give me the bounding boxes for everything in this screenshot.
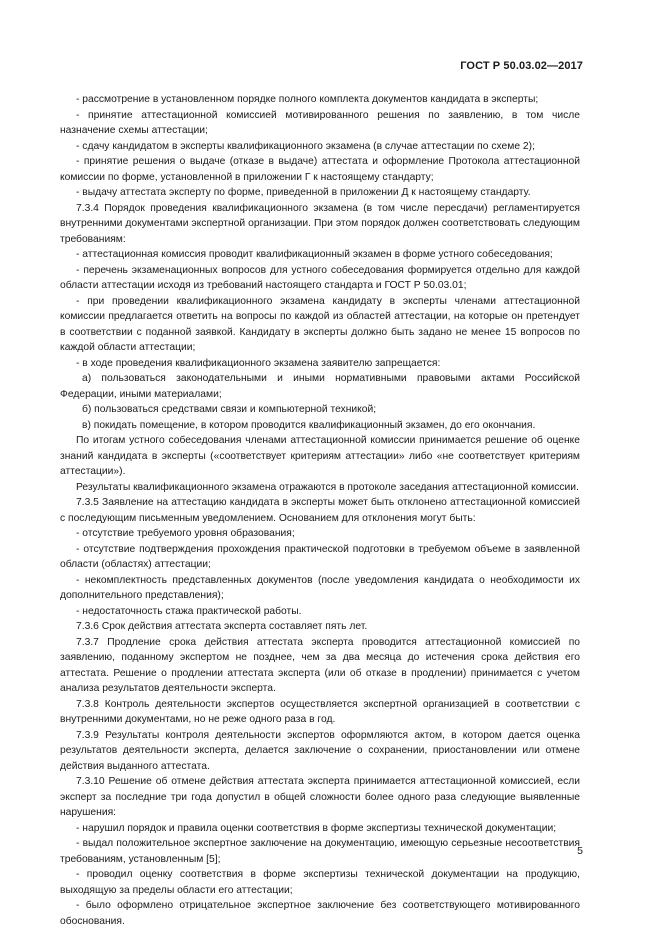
sub-item-a: а) пользоваться законодательными и иными нормативными правовыми актами Российской Федерации, иными материалами; bbox=[60, 373, 580, 400]
document-body bbox=[60, 92, 580, 929]
paragraph: - аттестационная комиссия проводит квалификационный экзамен в форме устного собеседования; bbox=[76, 249, 553, 260]
paragraph: - некомплектность представленных документов (после уведомления кандидата о необходимости их дополнительного представления); bbox=[60, 574, 580, 601]
clause-7-3-7: 7.3.7 Продление срока действия аттестата эксперта проводится аттестационной комиссией по заявлению, поданному экспертом не позднее, чем за два месяца до истечения срока действия его аттестата. Решение о продлении аттестата эксперта (или об отказе в продлении) принимается с учетом анализа результатов деятельности эксперта. bbox=[60, 636, 580, 694]
paragraph: - отсутствие подтверждения прохождения практической подготовки в требуемом объеме в заявленной области (областях) аттестации; bbox=[60, 543, 580, 570]
paragraph: - в ходе проведения квалификационного экзамена заявителю запрещается: bbox=[76, 357, 441, 369]
clause-7-3-5: 7.3.5 Заявление на аттестацию кандидата в эксперты может быть отклонено аттестационной комиссией с последующим письменным уведомлением. Основанием для отклонения могут быть: bbox=[60, 497, 580, 524]
paragraph: - недостаточность стажа практической работы. bbox=[76, 605, 302, 617]
clause-7-3-10: 7.3.10 Решение об отмене действия аттестата эксперта принимается аттестационной комиссией, если эксперт за последние три года допустил в общей сложности более одного раза следующие выявленные нарушения: bbox=[60, 776, 580, 818]
paragraph: - принятие аттестационной комиссией мотивированного решения по заявлению, в том числе назначение схемы аттестации; bbox=[60, 109, 580, 136]
paragraph: - было оформлено отрицательное экспертное заключение без соответствующего мотивированного обоснования. bbox=[60, 900, 580, 927]
clause-7-3-8: 7.3.8 Контроль деятельности экспертов осуществляется экспертной организацией в соответствии с внутренними документами, но не реже одного раза в год. bbox=[60, 698, 580, 725]
paragraph: Результаты квалификационного экзамена отражаются в протоколе заседания аттестационной комиссии. bbox=[76, 481, 579, 493]
paragraph: - выдачу аттестата эксперту по форме, приведенной в приложении Д к настоящему стандарту. bbox=[76, 187, 531, 198]
clause-7-3-4: 7.3.4 Порядок проведения квалификационного экзамена (в том числе пересдачи) регламентируется внутренними документами экспертной организации. При этом порядок должен соответствовать следующим требованиям: bbox=[60, 202, 580, 245]
paragraph: - проводил оценку соответствия в форме экспертизы технической документации на продукцию, выходящую за пределы области его аттестации; bbox=[60, 869, 580, 896]
paragraph: - рассмотрение в установленном порядке полного комплекта документов кандидата в эксперты; bbox=[76, 94, 539, 105]
paragraph: - при проведении квалификационного экзамена кандидату в эксперты членами аттестационной комиссии предлагается ответить на вопросы по каждой из областей аттестации, на которые он претендует в соответствии с поданной заявкой. Кандидату в эксперты должно быть задано не менее 15 вопросов по каждой области аттестации; bbox=[60, 295, 580, 353]
paragraph: - выдал положительное экспертное заключение на документацию, имеющую серьезные несоответствия требованиям, установленным [5]; bbox=[60, 838, 580, 865]
clause-7-3-6: 7.3.6 Срок действия аттестата эксперта составляет пять лет. bbox=[76, 621, 368, 632]
clause-7-3-9: 7.3.9 Результаты контроля деятельности экспертов оформляются актом, в котором дается оценка результатов деятельности эксперта, делается заключение о сохранении, приостановлении или отмене действия выданного аттестата. bbox=[60, 729, 580, 772]
paragraph: - нарушил порядок и правила оценки соответствия в форме экспертизы технической документации; bbox=[76, 822, 557, 834]
paragraph: - сдачу кандидатом в эксперты квалификационного экзамена (в случае аттестации по схеме 2); bbox=[76, 140, 535, 152]
paragraph: По итогам устного собеседования членами аттестационной комиссии принимается решение об оценке знаний кандидата в эксперты («соответствует критериям аттестации» либо «не соответствует критериям аттестации»). bbox=[60, 435, 580, 477]
sub-item-b: б) пользоваться средствами связи и компьютерной техникой; bbox=[82, 404, 377, 415]
document-code-header: ГОСТ Р 50.03.02—2017 bbox=[460, 60, 583, 72]
paragraph: - принятие решения о выдаче (отказе в выдаче) аттестата и оформление Протокола аттестационной комиссии по форме, установленной в приложении Г к настоящему стандарту; bbox=[60, 156, 580, 183]
page-number: 5 bbox=[577, 845, 583, 857]
paragraph: - перечень экзаменационных вопросов для устного собеседования формируется отдельно для каждой области аттестации исходя из требований настоящего стандарта и ГОСТ Р 50.03.01; bbox=[60, 264, 580, 291]
sub-item-c: в) покидать помещение, в котором проводится квалификационный экзамен, до его окончания. bbox=[82, 419, 536, 431]
paragraph: - отсутствие требуемого уровня образования; bbox=[76, 528, 295, 539]
